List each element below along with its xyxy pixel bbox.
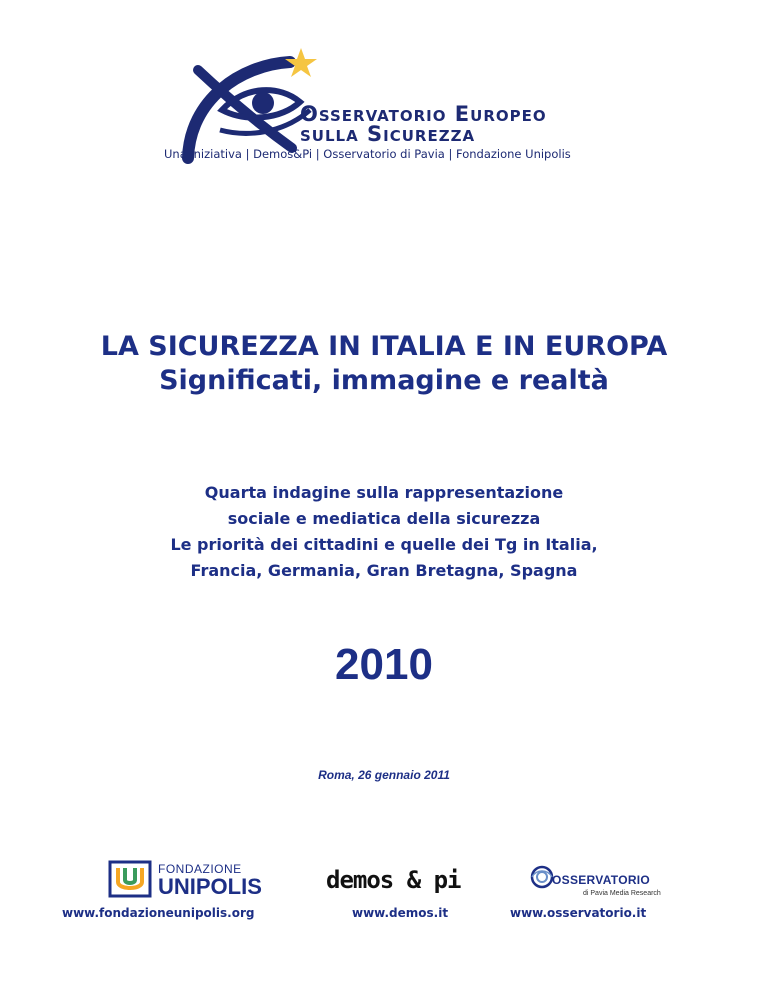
date-line: Roma, 26 gennaio 2011 [318, 768, 450, 782]
unipolis-fondazione-label: FONDAZIONE [158, 862, 242, 876]
title-block [0, 330, 768, 398]
org-name-line1: Osservatorio Europeo [300, 102, 547, 126]
main-title: LA SICUREZZA IN ITALIA E IN EUROPA [100, 331, 668, 362]
unipolis-name: UNIPOLIS [158, 874, 262, 899]
unipolis-logo-icon [108, 860, 152, 898]
observatorio-url-link[interactable]: www.osservatorio.it [510, 906, 647, 920]
unipolis-url-link[interactable]: www.fondazioneunipolis.org [62, 906, 255, 920]
observatorio-logo-subtext: di Pavia Media Research [583, 890, 661, 897]
year: 2010 [335, 640, 433, 689]
description-line: Francia, Germania, Gran Bretagna, Spagna [190, 561, 578, 580]
org-tagline: Una iniziativa | Demos&Pi | Osservatorio di Pavia | Fondazione Unipolis [164, 147, 571, 161]
subtitle: Significati, immagine e realtà [159, 365, 609, 396]
description-line: Quarta indagine sulla rappresentazione [204, 483, 564, 502]
demos-url-link[interactable]: www.demos.it [352, 906, 449, 920]
description-line: Le priorità dei cittadini e quelle dei Tg in Italia, [170, 535, 598, 554]
demos-logo: demos & pi [326, 866, 461, 894]
observatorio-logo-icon [530, 865, 554, 889]
description-line: sociale e mediatica della sicurezza [227, 509, 541, 528]
observatorio-logo-text: OSSERVATORIO [552, 873, 651, 887]
org-name-line2: sulla Sicurezza [300, 122, 476, 146]
description-block [0, 480, 768, 584]
